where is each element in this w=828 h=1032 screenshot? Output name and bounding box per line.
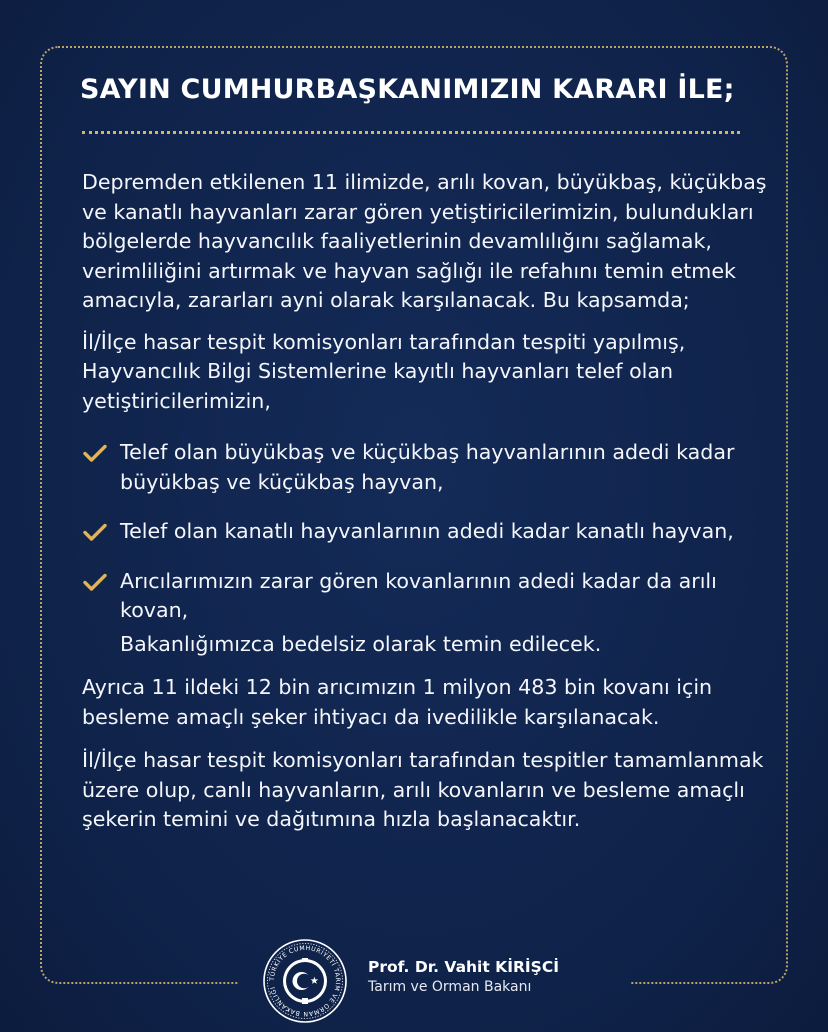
signer-title: Tarım ve Orman Bakanı xyxy=(368,979,532,995)
ministry-seal-icon xyxy=(262,938,348,1024)
list-item-text: Arıcılarımızın zarar gören kovanlarının adedi kadar da arılı kovan, xyxy=(120,568,717,622)
signature-block xyxy=(262,938,602,1020)
signer-name: Prof. Dr. Vahit KİRİŞCİ xyxy=(368,958,559,976)
fourth-paragraph: İl/İlçe hasar tespit komisyonları tarafından tespitler tamamlanmak üzere olup, canlı hayvanların, arılı kovanların ve besleme amaçlı şekerin temini ve dağıtımına hızla başlanacaktır. xyxy=(82,748,764,831)
second-paragraph: İl/İlçe hasar tespit komisyonları tarafından tespiti yapılmış, Hayvancılık Bilgi Sistemlerine kayıtlı hayvanları telef olan yetiştiricilerimizin, xyxy=(82,329,686,413)
heading-divider xyxy=(82,131,740,134)
check-icon xyxy=(82,569,108,595)
list-continuation: Bakanlığımızca bedelsiz olarak temin edilecek. xyxy=(120,631,602,656)
announcement-body xyxy=(82,168,772,835)
list-item xyxy=(82,517,772,547)
list-item-text: Telef olan kanatlı hayvanlarının adedi kadar kanatlı hayvan, xyxy=(120,519,734,543)
third-paragraph: Ayrıca 11 ildeki 12 bin arıcımızın 1 milyon 483 bin kovanı için besleme amaçlı şeker ihtiyacı da ivedilikle karşılanacak. xyxy=(82,675,713,729)
check-icon xyxy=(82,440,108,466)
page-title: SAYIN CUMHURBAŞKANIMIZIN KARARI İLE; xyxy=(80,74,735,105)
signer-info xyxy=(368,958,559,995)
list-item-text: Telef olan büyükbaş ve küçükbaş hayvanlarının adedi kadar büyükbaş ve küçükbaş hayvan, xyxy=(120,440,735,494)
list-item xyxy=(82,567,772,626)
check-icon xyxy=(82,519,108,545)
seal-text: TÜRKİYE CUMHURİYETİ TARIM VE ORMAN BAKANLIĞI xyxy=(268,944,342,1018)
list-item xyxy=(82,438,772,497)
intro-paragraph: Depremden etkilenen 11 ilimizde, arılı kovan, büyükbaş, küçükbaş ve kanatlı hayvanları zarar gören yetiştiricilerimizin, bulundukları bölgelerde hayvancılık faaliyetlerinin devamlılığını sağlamak, verimliliğini artırmak ve hayvan sağlığı ile refahını temin etmek amacıyla, zararları ayni olarak karşılanacak. Bu kapsamda; xyxy=(82,170,767,312)
